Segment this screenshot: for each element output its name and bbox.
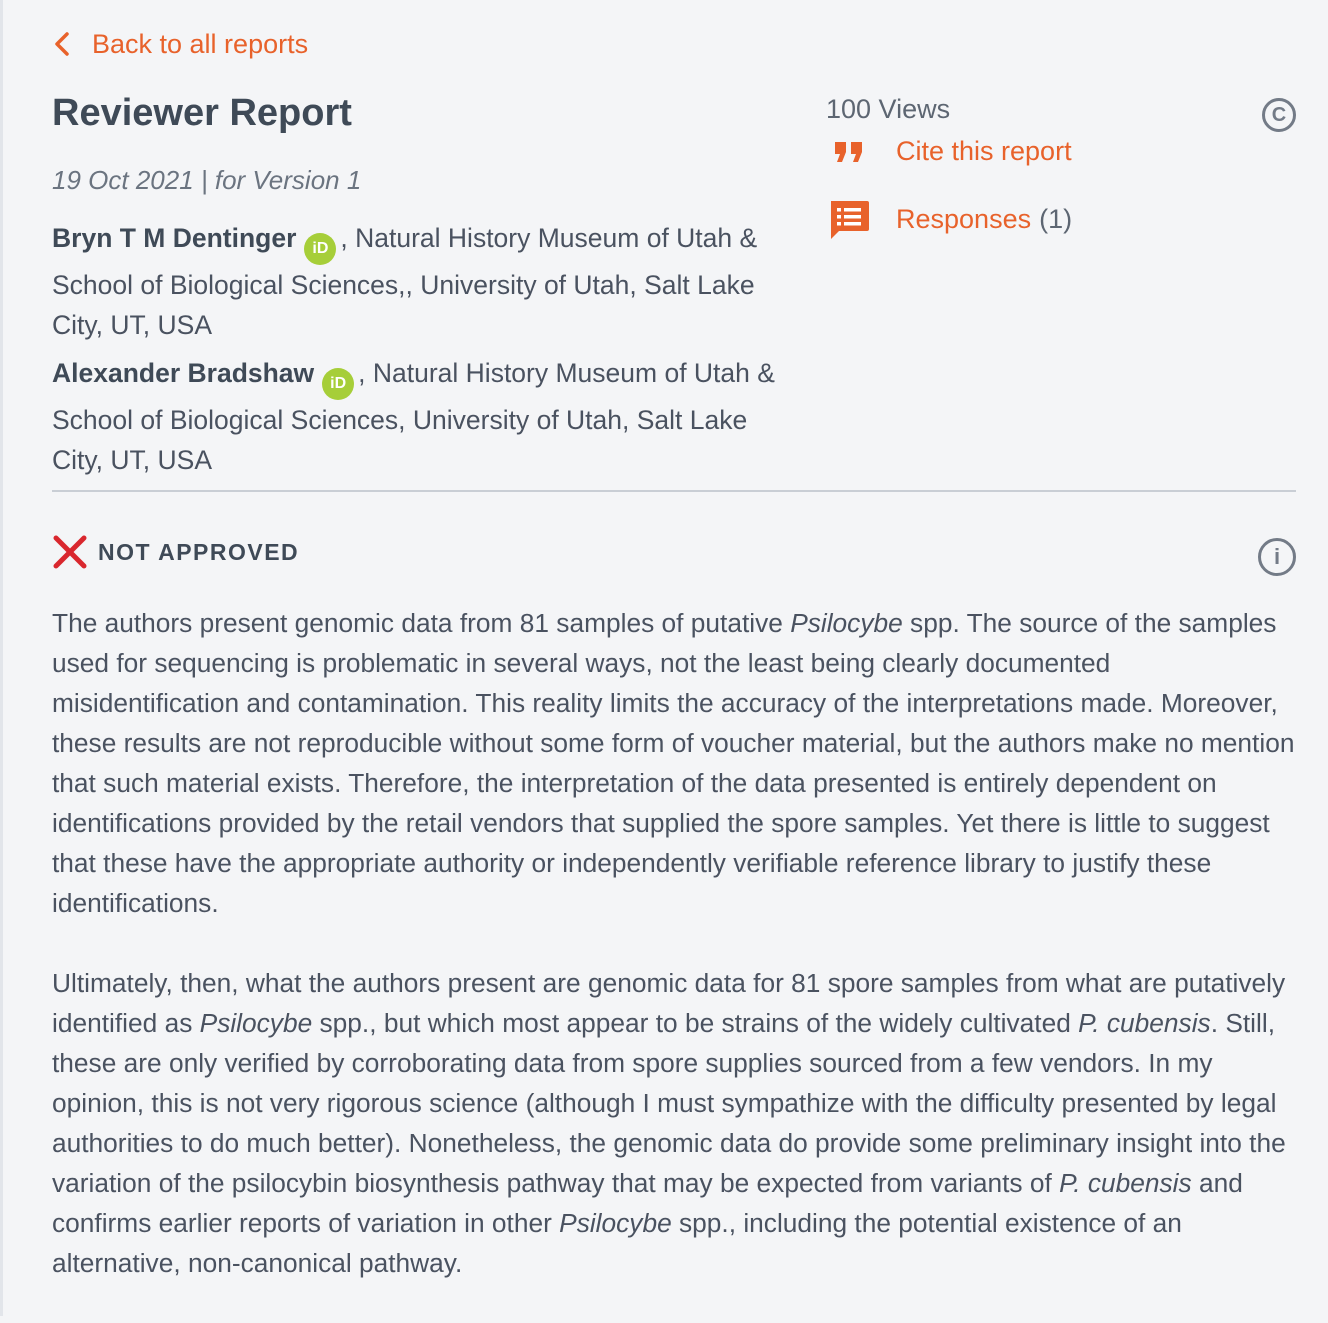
responses-label: Responses <box>896 203 1032 234</box>
text-segment: . Still, these are only verified by corroborating data from spore supplies sourced from a few vendors. In my opinion, this is not very rigorous science (although I must sympathize with the difficulty presented by legal authorities to do much better). Nonetheless, the genomic data do provide some preliminary insight into the variation of the psilocybin biosynthesis pathway that may be expected from variants of <box>52 1008 1286 1198</box>
report-paragraph <box>52 963 1296 1283</box>
orcid-icon[interactable]: iD <box>322 368 354 400</box>
report-paragraph <box>52 603 1296 923</box>
text-segment: spp., including the potential existence of an alternative, non-canonical pathway. <box>52 1208 1182 1278</box>
taxon-name: Psilocybe <box>790 608 903 638</box>
author-entry <box>52 218 792 345</box>
author-affiliation: , Natural History Museum of Utah & School of Biological Sciences,, University of Utah, Salt Lake City, UT, USA <box>52 223 758 340</box>
author-name: Alexander Bradshaw <box>52 358 315 388</box>
copyright-icon[interactable]: C <box>1262 98 1296 132</box>
text-segment: spp., but which most appear to be strains of the widely cultivated <box>312 1008 1079 1038</box>
cite-label: Cite this report <box>896 136 1072 166</box>
text-segment: Ultimately, then, what the authors present are genomic data for 81 spore samples from what are putatively identified as <box>52 968 1286 1038</box>
author-name: Bryn T M Dentinger <box>52 223 297 253</box>
approval-status <box>52 534 299 570</box>
responses-count: (1) <box>1039 203 1073 234</box>
views-count: 100 Views <box>826 94 951 124</box>
status-label: NOT APPROVED <box>98 538 300 565</box>
taxon-name: Psilocybe <box>559 1208 672 1238</box>
orcid-icon[interactable]: iD <box>304 233 336 265</box>
back-to-reports-link[interactable] <box>52 24 308 64</box>
author-list <box>52 218 792 488</box>
author-entry <box>52 353 792 480</box>
taxon-name: P. cubensis <box>1059 1168 1192 1198</box>
cite-report-link[interactable] <box>826 136 1072 167</box>
back-link-label: Back to all reports <box>92 28 309 59</box>
page-title: Reviewer Report <box>52 92 352 134</box>
info-icon[interactable]: i <box>1258 538 1296 576</box>
report-date-version: 19 Oct 2021 | for Version 1 <box>52 165 362 195</box>
left-border <box>0 0 3 1316</box>
quote-icon <box>826 140 872 164</box>
author-affiliation: , Natural History Museum of Utah & School of Biological Sciences, University of Utah, Salt Lake City, UT, USA <box>52 358 775 475</box>
responses-link[interactable] <box>826 198 1072 240</box>
x-mark-icon <box>52 534 88 570</box>
section-divider <box>52 490 1296 492</box>
text-segment: spp. The source of the samples used for sequencing is problematic in several ways, not the least being clearly documented misidentification and contamination. This reality limits the accuracy of the interpretations made. Moreover, these results are not reproducible without some form of voucher material, but the authors make no mention that such material exists. Therefore, the interpretation of the data presented is entirely dependent on identifications provided by the retail vendors that supplied the spore samples. Yet there is little to suggest that these have the appropriate authority or independently verifiable reference library to justify these identifications. <box>52 608 1295 918</box>
text-segment: and confirms earlier reports of variation in other <box>52 1168 1243 1238</box>
taxon-name: Psilocybe <box>199 1008 313 1038</box>
text-segment: The authors present genomic data from 81 samples of putative <box>52 608 791 638</box>
comment-list-icon <box>826 198 872 240</box>
taxon-name: P. cubensis <box>1078 1008 1211 1038</box>
chevron-left-icon <box>52 30 72 58</box>
report-body <box>52 603 1296 1323</box>
